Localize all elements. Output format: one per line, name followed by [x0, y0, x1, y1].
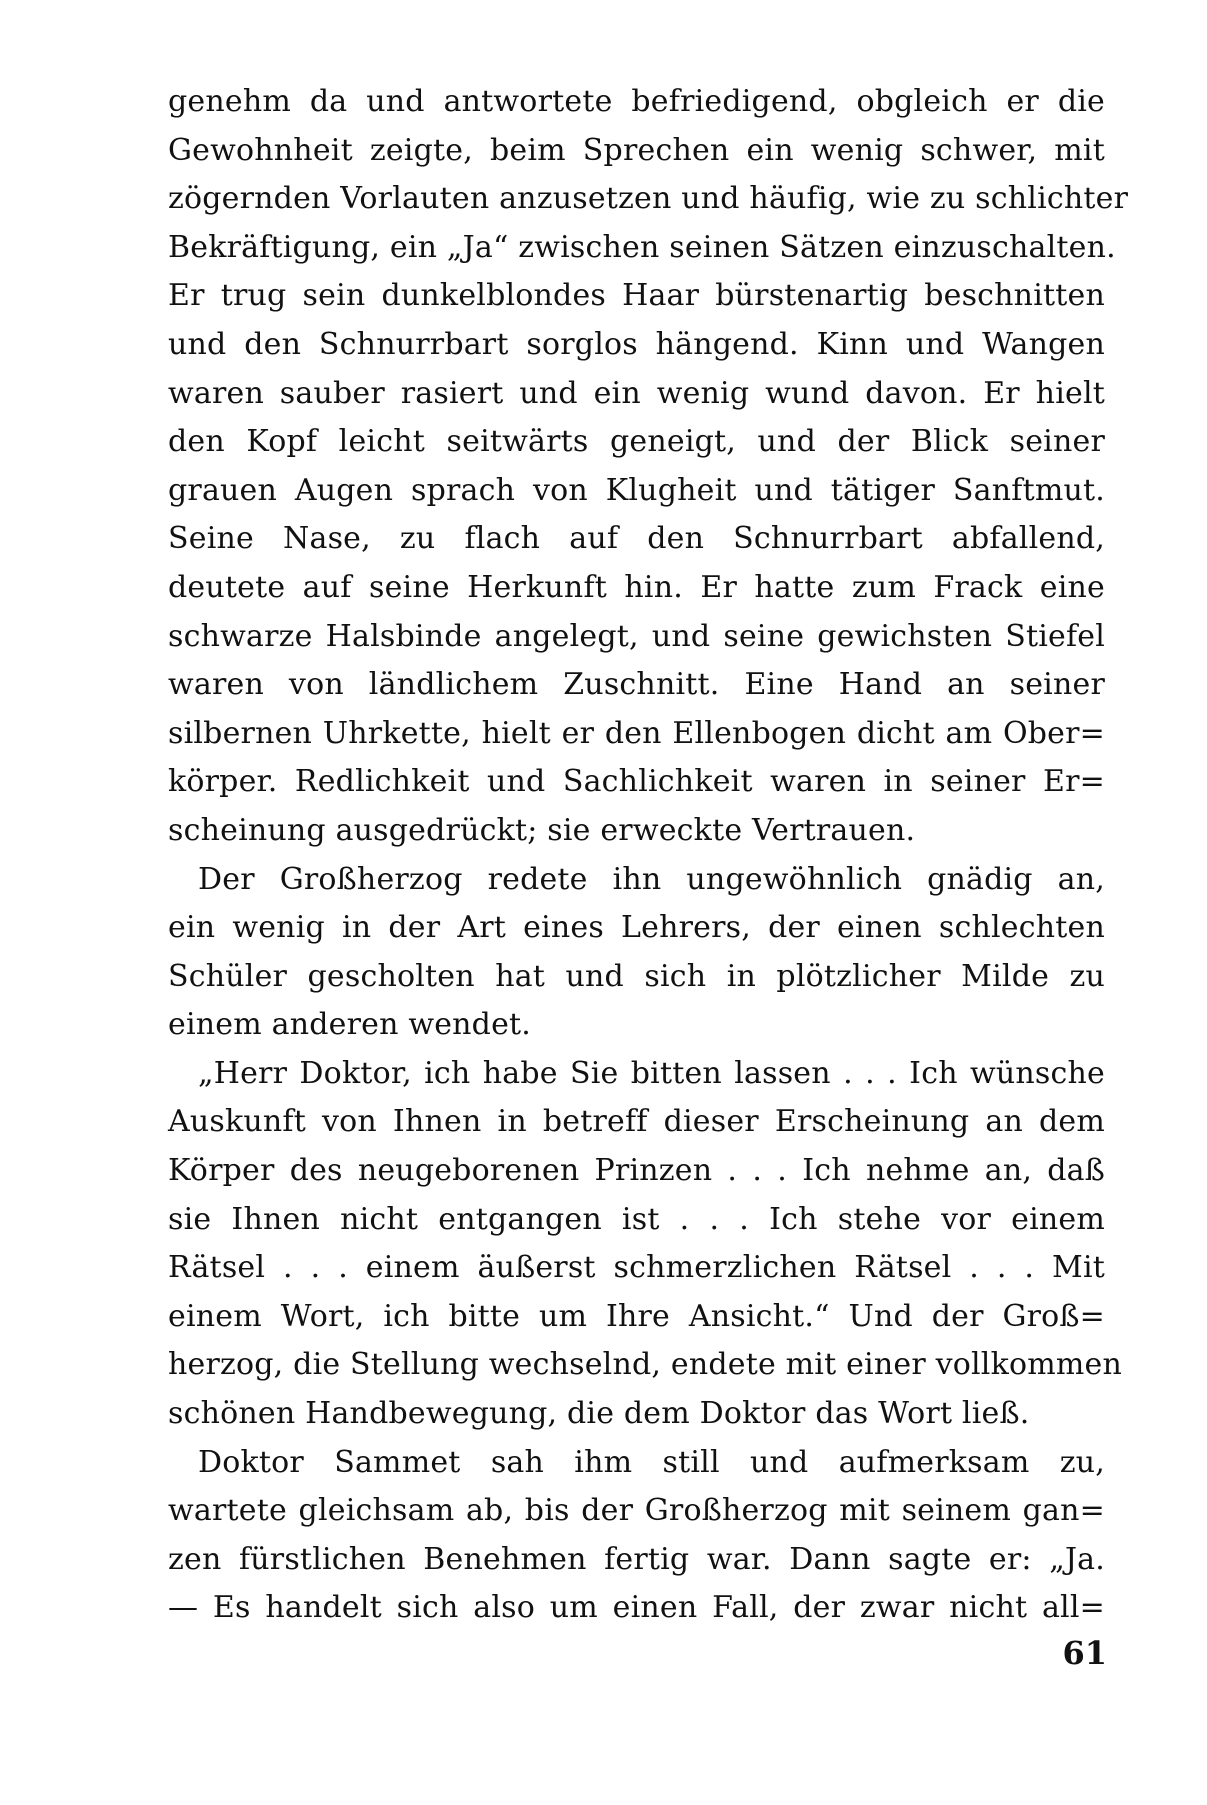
- text-line: Bekräftigung, ein „Ja“ zwischen seinen Sätzen einzuschalten.: [168, 229, 1116, 265]
- text-line: Seine Nase, zu flach auf den Schnurrbart abfallend,: [168, 521, 1105, 557]
- body-text: [168, 78, 1129, 1633]
- text-line: körper. Redlichkeit und Sachlichkeit waren in seiner Er=: [168, 764, 1105, 800]
- text-line: genehm da und antwortete befriedigend, obgleich er die: [168, 84, 1105, 119]
- page-number: 61: [1062, 1634, 1107, 1672]
- text-line: waren von ländlichem Zuschnitt. Eine Hand an seiner: [168, 667, 1105, 703]
- text-line: schönen Handbewegung, die dem Doktor das Wort ließ.: [168, 1396, 1030, 1432]
- text-line: Rätsel . . . einem äußerst schmerzlichen Rätsel . . . Mit: [168, 1250, 1105, 1286]
- text-line: Er trug sein dunkelblondes Haar bürstenartig beschnitten: [168, 278, 1105, 314]
- text-line: grauen Augen sprach von Klugheit und tätiger Sanftmut.: [168, 472, 1105, 508]
- text-line: silbernen Uhrkette, hielt er den Ellenbogen dicht am Ober=: [168, 715, 1105, 751]
- text-line: wartete gleichsam ab, bis der Großherzog mit seinem gan=: [168, 1493, 1105, 1529]
- text-line: und den Schnurrbart sorglos hängend. Kinn und Wangen: [168, 326, 1105, 362]
- text-line: sie Ihnen nicht entgangen ist . . . Ich stehe vor einem: [168, 1201, 1105, 1237]
- text-line: Schüler gescholten hat und sich in plötzlicher Milde zu: [168, 958, 1105, 994]
- text-line: waren sauber rasiert und ein wenig wund davon. Er hielt: [168, 375, 1105, 411]
- text-line: Auskunft von Ihnen in betreff dieser Erscheinung an dem: [168, 1104, 1105, 1140]
- text-line: — Es handelt sich also um einen Fall, der zwar nicht all=: [168, 1590, 1105, 1626]
- text-line: Der Großherzog redete ihn ungewöhnlich gnädig an,: [198, 861, 1105, 897]
- text-line: den Kopf leicht seitwärts geneigt, und der Blick seiner: [168, 424, 1105, 460]
- text-line: Gewohnheit zeigte, beim Sprechen ein wenig schwer, mit: [168, 132, 1105, 168]
- text-line: deutete auf seine Herkunft hin. Er hatte zum Frack eine: [168, 569, 1105, 605]
- text-line: herzog, die Stellung wechselnd, endete mit einer vollkommen: [168, 1347, 1123, 1383]
- text-line: Doktor Sammet sah ihm still und aufmerksam zu,: [198, 1444, 1105, 1480]
- text-line: Körper des neugeborenen Prinzen . . . Ich nehme an, daß: [168, 1153, 1105, 1189]
- text-line: zen fürstlichen Benehmen fertig war. Dann sagte er: „Ja.: [168, 1541, 1105, 1577]
- text-line: ein wenig in der Art eines Lehrers, der einen schlechten: [168, 910, 1105, 946]
- text-line: schwarze Halsbinde angelegt, und seine gewichsten Stiefel: [168, 618, 1105, 654]
- text-line: scheinung ausgedrückt; sie erweckte Vertrauen.: [168, 812, 916, 848]
- text-line: zögernden Vorlauten anzusetzen und häufig, wie zu schlichter: [168, 181, 1129, 217]
- text-line: „Herr Doktor, ich habe Sie bitten lassen . . . Ich wünsche: [198, 1055, 1105, 1091]
- text-line: einem anderen wendet.: [168, 1007, 532, 1043]
- text-line: einem Wort, ich bitte um Ihre Ansicht.“ Und der Groß=: [168, 1298, 1105, 1334]
